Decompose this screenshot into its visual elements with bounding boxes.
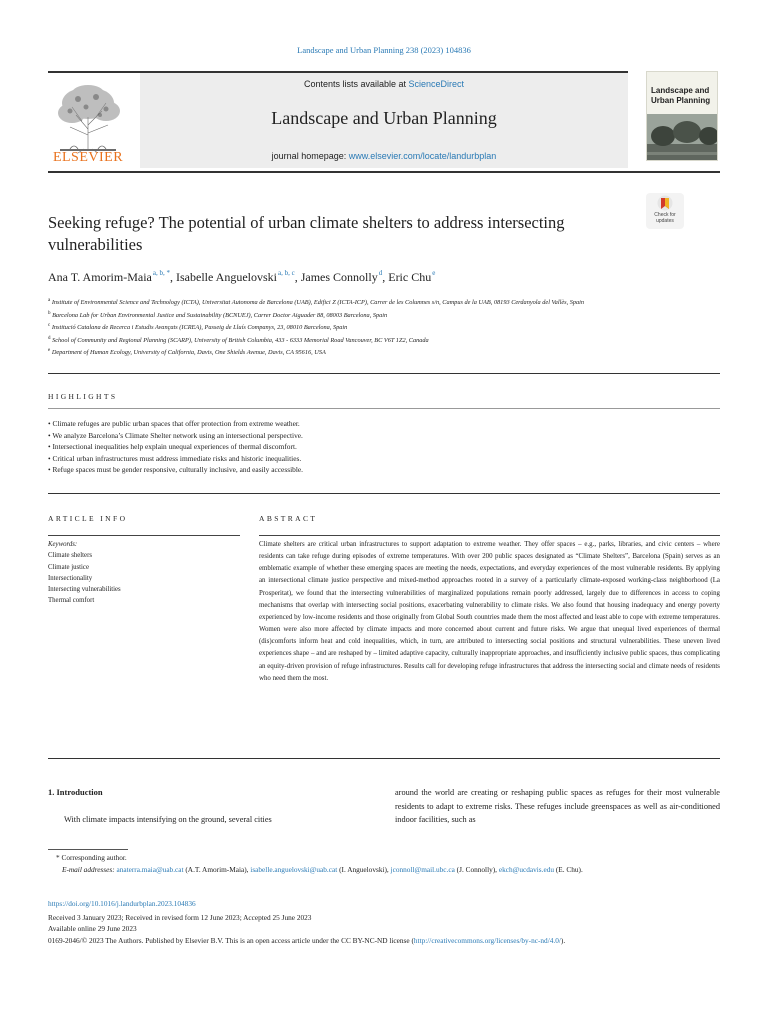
introduction-heading: 1. Introduction: [48, 787, 103, 797]
highlight-text: Climate refuges are public urban spaces that offer protection from extreme weather.: [52, 419, 300, 428]
keyword-item: Climate justice: [48, 563, 89, 571]
affiliation-text: School of Community and Regional Planning (SCARP), University of British Columbia, 433 - 6333 Memorial Road Vancouver, BC V6T 1Z2, Canada: [52, 336, 429, 344]
email-link[interactable]: anaterra.maia@uab.cat: [116, 864, 184, 874]
keywords-block: [48, 539, 238, 607]
highlight-text: Intersectional inequalities help explain unequal experiences of thermal discomfort.: [52, 442, 297, 451]
keyword-item: Thermal comfort: [48, 597, 95, 605]
affiliation-text: Institute of Environmental Science and Technology (ICTA), Universitat Autonoma de Barcelona (UAB), Edifici Z (ICTA-ICP), Carrer de les Columnes s/n, Campus de la UAB, 08193 Cerdanyola del Vallès, Spain: [51, 299, 585, 306]
highlight-text: We analyze Barcelona’s Climate Shelter network using an intersectional perspective.: [52, 430, 303, 440]
email-owner: (J. Connolly),: [456, 864, 498, 874]
contents-lists-line: [140, 79, 628, 89]
email-link[interactable]: jconnoll@mail.ubc.ca: [390, 864, 455, 874]
author-name: Eric Chu: [388, 270, 432, 284]
highlights-heading: HIGHLIGHTS: [48, 392, 118, 401]
elsevier-wordmark: ELSEVIER: [52, 150, 124, 165]
affiliation-mark: c: [48, 323, 51, 328]
affiliation-item: [48, 309, 724, 322]
keyword-item: Intersectionality: [48, 574, 93, 582]
affiliation-mark: a: [48, 298, 51, 303]
keyword-item: Intersecting vulnerabilities: [48, 586, 121, 594]
author-affiliation-marks[interactable]: e: [432, 269, 436, 277]
highlights-bottom-rule: [48, 493, 720, 494]
affiliation-text: Barcelona Lab for Urban Environmental Justice and Sustainability (BCNUEJ), Carrer Doctor Aiguader 88, 08003 Barcelona, Spain: [52, 311, 388, 319]
author-list: Ana T. Amorim-Maia $^{a, b, *}$, Isabelle Anguelovski $^{a, b, c}$, James Connolly $^d$, Eric Chu $^e$: [48, 269, 436, 284]
email-addresses: [48, 864, 720, 876]
license-text: 0169-2046/© 2023 The Authors. Published by Elsevier B.V. This is an open access article under the CC BY-NC-ND license (: [48, 935, 414, 945]
journal-title: Landscape and Urban Planning: [271, 108, 497, 128]
affiliation-mark: b: [48, 310, 51, 316]
highlight-item: • Critical urban infrastructures must address immediate risks and historic inequalities.: [48, 453, 302, 463]
affiliation-item: [48, 334, 724, 347]
license-statement: [48, 935, 720, 946]
introduction-right-column: around the world are creating or reshaping public spaces as refuges for their most vulnerable residents to adapt to extreme risks. These refuges include greenspaces as well as air-conditioned indoor facilities, such as: [395, 788, 720, 824]
footnote-rule: [48, 849, 128, 850]
highlight-item: • We analyze Barcelona’s Climate Shelter network using an intersectional perspective.: [48, 430, 303, 440]
affiliation-text: Institució Catalana de Recerca i Estudis Avançats (ICREA), Passeig de Lluís Companys, 23, 08010 Barcelona, Spain: [51, 324, 348, 331]
email-owner: (E. Chu).: [555, 864, 583, 874]
affiliation-mark: d: [48, 335, 51, 341]
author-affiliation-marks[interactable]: a, b, c: [278, 269, 295, 277]
footnotes: [48, 852, 720, 875]
cover-photo-image: [647, 114, 718, 161]
highlight-text: Critical urban infrastructures must address immediate risks and historic inequalities.: [52, 453, 302, 463]
author-name: James Connolly: [300, 270, 378, 284]
journal-cover-thumbnail[interactable]: [646, 71, 718, 161]
highlight-item: • Intersectional inequalities help explain unequal experiences of thermal discomfort.: [48, 442, 297, 451]
highlight-text: Refuge spaces must be gender responsive, culturally inclusive, and easily accessible.: [52, 465, 304, 474]
highlights-list: [48, 418, 720, 476]
received-dates: Received 3 January 2023; Received in revised form 12 June 2023; Accepted 25 June 2023: [48, 913, 312, 922]
corresponding-author-note: * Corresponding author.: [56, 853, 127, 862]
affiliation-text: Department of Human Ecology, University of California, Davis, One Shields Avenue, Davis, CA 95616, USA: [51, 349, 326, 356]
abstract-text: Climate shelters are critical urban infrastructures to support adaptation to extreme weather. They offer spaces – e.g., parks, libraries, and civic centers – where residents can take refuge during episodes of extreme temperatures. With over 200 public spaces designated as “Climate Shelters”, Barcelona (Spain) serves as an emblematic example of whether these emerging spaces are meeting the needs, expectations, and everyday experiences of the most vulnerable residents. By applying an intersectional climate justice perspective and mixed-method approaches rooted in a survey of a particularly climate-exposed working-class neighborhood (La Prosperitat), we found that the intersecting vulnerabilities of marginalized populations remain poorly addressed, largely due to differences in access to coping mechanisms that overlap with intersecting social positions, exacerbating vulnerability to climate risks. We also found that housing inadequacy and energy poverty experienced by low-income residents and those originally from Global South countries made them the most affected and least able to cope with extreme temperatures. Women were also more affected by climate impacts and more concerned about current and future risks. We argue that unequal lived experiences of thermal (dis)comforts inform heat and cold inequalities, which, in turn, are attributed to intersecting social positions and structural vulnerabilities. These uneven lived experiences shape – and are reshaped by – limited adaptive capacity, culturally inappropriate approaches, and insufficiently inclusive public spaces, thus complicating an equity-driven provision of refuge infrastructures. Results call for developing refuge infrastructures that address the intersecting social and climate needs of residents who need them the most.: [259, 541, 720, 682]
cover-title: Landscape and Urban Planning: [651, 86, 711, 105]
contents-prefix: Contents lists available at: [303, 79, 409, 89]
affiliation-item: [48, 346, 724, 359]
email-owner: (A.T. Amorim-Maia),: [185, 864, 249, 874]
bookmark-icon: [657, 195, 673, 213]
header-bottom-rule: [48, 171, 720, 173]
author-affiliation-marks[interactable]: a, b, *: [152, 269, 170, 277]
journal-citation[interactable]: Landscape and Urban Planning 238 (2023) 104836: [297, 45, 471, 55]
email-owner: (I. Anguelovski),: [339, 864, 389, 874]
email-link[interactable]: isabelle.anguelovski@uab.cat: [250, 864, 338, 874]
keyword-item: Climate shelters: [48, 552, 92, 560]
author-name: Isabelle Anguelovski: [176, 270, 277, 284]
publication-info: [48, 912, 720, 946]
email-label: E-mail addresses:: [62, 864, 115, 874]
abstract-bottom-rule: [48, 758, 720, 759]
abstract-heading: ABSTRACT: [259, 514, 318, 523]
affiliation-item: [48, 296, 724, 309]
affiliation-mark: e: [48, 348, 51, 353]
homepage-prefix: journal homepage:: [271, 151, 349, 161]
doi-link[interactable]: https://doi.org/10.1016/j.landurbplan.2023.104836: [48, 899, 196, 908]
highlights-top-rule: [48, 373, 720, 374]
keywords-label: Keywords:: [48, 541, 78, 548]
license-suffix: ).: [560, 935, 566, 945]
journal-homepage-line: [140, 151, 628, 161]
highlight-item: • Refuge spaces must be gender responsive, culturally inclusive, and easily accessible.: [48, 465, 304, 474]
affiliation-item: [48, 321, 724, 334]
highlight-item: • Climate refuges are public urban spaces that offer protection from extreme weather.: [48, 419, 300, 428]
affiliations: [48, 296, 724, 359]
article-title: Seeking refuge? The potential of urban climate shelters to address intersecting vulnerabilities: [48, 213, 565, 254]
available-online-date: Available online 29 June 2023: [48, 924, 137, 934]
author-name: Ana T. Amorim-Maia: [48, 270, 152, 284]
sciencedirect-link[interactable]: ScienceDirect: [408, 79, 465, 89]
check-for-updates-badge[interactable]: [646, 193, 684, 229]
article-info-rule: [48, 535, 240, 536]
license-link[interactable]: http://creativecommons.org/licenses/by-nc-nd/4.0/: [413, 935, 561, 945]
introduction-left-column: With climate impacts intensifying on the ground, several cities: [64, 815, 272, 824]
author-affiliation-marks[interactable]: d: [378, 269, 383, 277]
article-info-heading: ARTICLE INFO: [48, 514, 128, 523]
journal-homepage-link[interactable]: www.elsevier.com/locate/landurbplan: [348, 151, 497, 161]
abstract-rule: [259, 535, 720, 536]
highlights-heading-rule: [48, 408, 720, 409]
email-link[interactable]: ekch@ucdavis.edu: [498, 864, 554, 874]
check-for-updates-label: Check for updates: [654, 212, 676, 224]
